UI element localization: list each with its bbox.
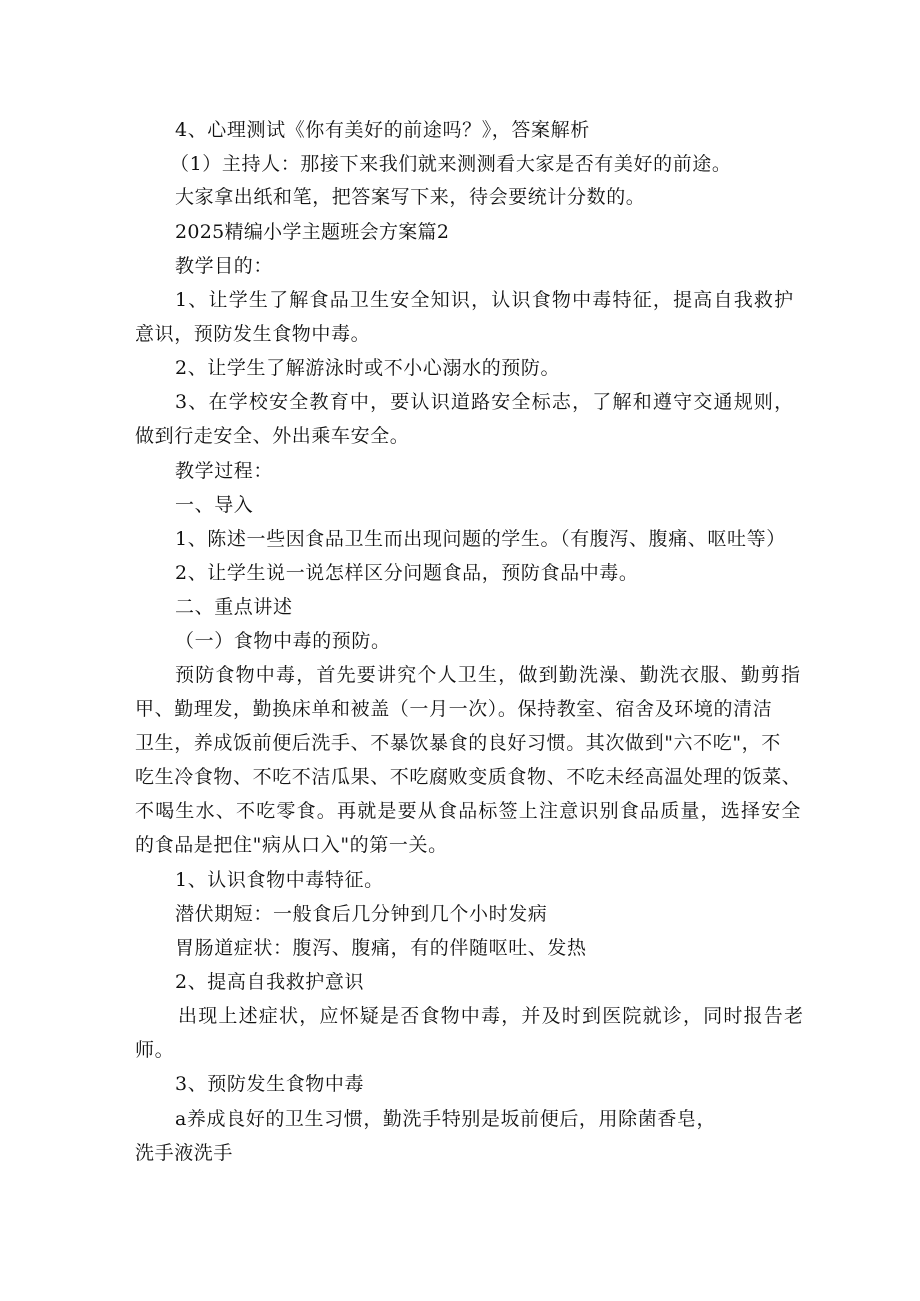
text-line-26: 2、提高自我救护意识 <box>175 971 365 993</box>
text-line-10: 做到行走安全、外出乘车安全。 <box>135 425 410 447</box>
text-line-19: 卫生，养成饭前便后洗手、不暴饮暴食的良好习惯。其次做到"六不吃"，不 <box>135 732 781 754</box>
text-line-11: 教学过程： <box>175 460 274 482</box>
text-line-15: 二、重点讲述 <box>175 596 293 618</box>
text-line-14: 2、让学生说一说怎样区分问题食品，预防食品中毒。 <box>175 562 639 584</box>
text-line-5: 教学目的： <box>175 255 274 277</box>
text-line-30: a养成良好的卫生习惯，勤洗手特别是坂前便后，用除菌香皂， <box>175 1108 717 1130</box>
text-line-8: 2、让学生了解游泳时或不小心溺水的预防。 <box>175 357 561 379</box>
text-line-6: 1、让学生了解食品卫生安全知识，认识食物中毒特征，提高自我救护 <box>175 289 795 311</box>
text-line-22: 的食品是把住"病从口入"的第一关。 <box>135 834 448 856</box>
text-line-21: 不喝生水、不吃零食。再就是要从食品标签上注意识别食品质量，选择安全 <box>135 800 802 822</box>
text-line-29: 3、预防发生食物中毒 <box>175 1073 365 1095</box>
text-line-24: 潜伏期短：一般食后几分钟到几个小时发病 <box>175 903 548 925</box>
text-line-20: 吃生冷食物、不吃不洁瓜果、不吃腐败变质食物、不吃未经高温处理的饭菜、 <box>135 766 802 788</box>
text-line-17: 预防食物中毒，首先要讲究个人卫生，做到勤洗澡、勤洗衣服、勤剪指 <box>175 664 802 686</box>
text-line-27: 出现上述症状，应怀疑是否食物中毒，并及时到医院就诊，同时报告老 <box>178 1005 805 1027</box>
text-line-25: 胃肠道症状：腹泻、腹痛，有的伴随呕吐、发热 <box>175 937 587 959</box>
text-line-16: （一）食物中毒的预防。 <box>175 630 391 652</box>
text-line-12: 一、导入 <box>175 494 254 516</box>
text-line-7: 意识，预防发生食物中毒。 <box>135 323 371 345</box>
text-line-18: 甲、勤理发，勤换床单和被盖（一月一次）。保持教室、宿舍及环境的清洁 <box>135 698 773 720</box>
text-line-2: （1）主持人：那接下来我们就来测测看大家是否有美好的前途。 <box>170 153 732 175</box>
text-line-13: 1、陈述一些因食品卫生而出现问题的学生。（有腹泻、腹痛、呕吐等） <box>175 528 786 550</box>
text-line-3: 大家拿出纸和笔，把答案写下来，待会要统计分数的。 <box>175 186 646 208</box>
text-line-28: 师。 <box>135 1039 175 1061</box>
text-line-23: 1、认识食物中毒特征。 <box>175 869 384 891</box>
section-heading: 2025精编小学主题班会方案篇2 <box>175 221 450 243</box>
text-line-1: 4、心理测试《你有美好的前途吗？》，答案解析 <box>175 119 590 141</box>
text-line-9: 3、在学校安全教育中，要认识道路安全标志，了解和遵守交通规则， <box>175 391 795 413</box>
text-line-31: 洗手液洗手 <box>135 1142 234 1164</box>
